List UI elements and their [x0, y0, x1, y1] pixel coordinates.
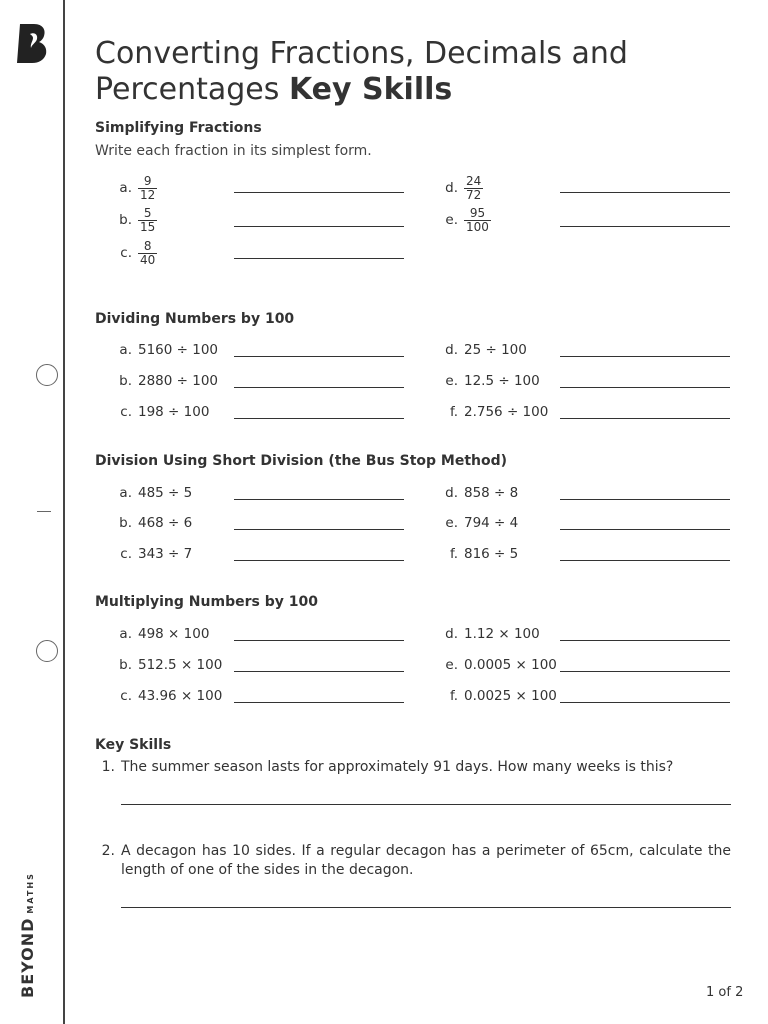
- answer-line-simplify-e[interactable]: [560, 226, 730, 227]
- page-number: 1 of 2: [706, 985, 744, 1000]
- item-label: a.: [119, 342, 132, 358]
- numerator: 9: [143, 173, 152, 188]
- item-expression: 43.96 × 100: [138, 688, 223, 704]
- item-label: b.: [119, 515, 132, 531]
- item-expression: 468 ÷ 6: [138, 515, 193, 531]
- answer-line-shortdiv-f[interactable]: [560, 560, 730, 561]
- item-expression: 485 ÷ 5: [138, 485, 193, 501]
- item-label: c.: [120, 688, 132, 704]
- answer-line-simplify-c[interactable]: [234, 258, 404, 259]
- item-label: f.: [449, 404, 458, 420]
- item-label: c.: [120, 404, 132, 420]
- item-expression: 2880 ÷ 100: [138, 373, 219, 389]
- answer-line-multiply-b[interactable]: [234, 671, 404, 672]
- item-label: b.: [119, 657, 132, 673]
- shortdiv-item-a: [112, 482, 192, 504]
- answer-line-simplify-a[interactable]: [234, 192, 404, 193]
- item-expression: 816 ÷ 5: [464, 546, 519, 562]
- brand-word-beyond: BEYOND: [18, 917, 37, 998]
- item-label: b.: [119, 212, 132, 228]
- answer-line-multiply-c[interactable]: [234, 702, 404, 703]
- question-number: 1.: [101, 759, 115, 775]
- answer-line-divide-c[interactable]: [234, 418, 404, 419]
- item-label: a.: [119, 626, 132, 642]
- item-label: c.: [120, 245, 132, 261]
- multiply-item-d: [438, 623, 540, 645]
- item-label: a.: [119, 180, 132, 196]
- answer-line-shortdiv-d[interactable]: [560, 499, 730, 500]
- item-expression: 0.0005 × 100: [464, 657, 557, 673]
- question-2: [95, 842, 731, 880]
- answer-line-multiply-e[interactable]: [560, 671, 730, 672]
- fraction: [138, 207, 157, 234]
- numerator: 95: [469, 205, 486, 220]
- fraction-item-b: [112, 207, 157, 233]
- item-label: e.: [445, 515, 458, 531]
- fraction: [138, 175, 157, 202]
- denominator: 100: [466, 219, 489, 234]
- divide-item-f: [438, 401, 548, 423]
- item-label: b.: [119, 373, 132, 389]
- fraction: [138, 240, 157, 267]
- answer-line-divide-e[interactable]: [560, 387, 730, 388]
- answer-line-question-1[interactable]: [121, 804, 731, 805]
- section-heading-simplifying: Simplifying Fractions: [95, 120, 262, 136]
- answer-line-simplify-d[interactable]: [560, 192, 730, 193]
- answer-line-divide-a[interactable]: [234, 356, 404, 357]
- item-expression: 25 ÷ 100: [464, 342, 527, 358]
- title-line-2: [95, 72, 628, 108]
- item-label: e.: [445, 373, 458, 389]
- question-1: [95, 758, 731, 777]
- multiply-item-c: [112, 685, 222, 707]
- answer-line-shortdiv-c[interactable]: [234, 560, 404, 561]
- multiply-item-f: [438, 685, 557, 707]
- item-expression: 1.12 × 100: [464, 626, 540, 642]
- answer-line-divide-d[interactable]: [560, 356, 730, 357]
- section-heading-dividing: Dividing Numbers by 100: [95, 311, 295, 327]
- brand-wordmark: [18, 872, 37, 998]
- item-label: d.: [445, 342, 458, 358]
- beyond-logo-icon: [16, 22, 50, 64]
- item-expression: 2.756 ÷ 100: [464, 404, 549, 420]
- title-line-2-bold: Key Skills: [288, 72, 453, 107]
- item-expression: 12.5 ÷ 100: [464, 373, 540, 389]
- section-heading-multiplying: Multiplying Numbers by 100: [95, 594, 318, 610]
- denominator: 12: [140, 187, 156, 202]
- shortdiv-item-f: [438, 543, 518, 565]
- multiply-item-a: [112, 623, 209, 645]
- item-expression: 5160 ÷ 100: [138, 342, 219, 358]
- divide-item-c: [112, 401, 209, 423]
- title-line-1: Converting Fractions, Decimals and: [95, 36, 628, 71]
- divide-item-a: [112, 339, 218, 361]
- item-label: d.: [445, 626, 458, 642]
- answer-line-shortdiv-e[interactable]: [560, 529, 730, 530]
- answer-line-divide-b[interactable]: [234, 387, 404, 388]
- fraction-item-d: [438, 175, 483, 201]
- answer-line-shortdiv-b[interactable]: [234, 529, 404, 530]
- item-expression: 794 ÷ 4: [464, 515, 519, 531]
- item-expression: 0.0025 × 100: [464, 688, 557, 704]
- instruction-simplifying: Write each fraction in its simplest form.: [95, 143, 372, 159]
- item-label: e.: [445, 212, 458, 228]
- item-label: f.: [449, 688, 458, 704]
- denominator: 15: [140, 219, 156, 234]
- shortdiv-item-e: [438, 512, 518, 534]
- section-heading-short-division: Division Using Short Division (the Bus Stop Method): [95, 453, 508, 469]
- item-label: e.: [445, 657, 458, 673]
- item-label: d.: [445, 485, 458, 501]
- answer-line-simplify-b[interactable]: [234, 226, 404, 227]
- multiply-item-e: [438, 654, 557, 676]
- shortdiv-item-d: [438, 482, 518, 504]
- item-expression: 858 ÷ 8: [464, 485, 519, 501]
- brand-word-maths: MATHS: [26, 872, 35, 914]
- multiply-item-b: [112, 654, 222, 676]
- answer-line-shortdiv-a[interactable]: [234, 499, 404, 500]
- item-label: f.: [449, 546, 458, 562]
- section-heading-key-skills: Key Skills: [95, 737, 172, 753]
- fraction: [464, 207, 491, 234]
- fraction: [464, 175, 483, 202]
- item-expression: 198 ÷ 100: [138, 404, 210, 420]
- margin-line: [63, 0, 65, 1024]
- answer-line-multiply-f[interactable]: [560, 702, 730, 703]
- divide-item-e: [438, 370, 540, 392]
- fraction-item-c: [112, 240, 157, 266]
- divide-item-b: [112, 370, 218, 392]
- numerator: 8: [143, 238, 152, 253]
- answer-line-divide-f[interactable]: [560, 418, 730, 419]
- item-expression: 512.5 × 100: [138, 657, 223, 673]
- title-line-2-normal: Percentages: [95, 72, 289, 107]
- numerator: 24: [466, 173, 482, 188]
- answer-line-multiply-d[interactable]: [560, 640, 730, 641]
- punch-hole-top: [36, 364, 58, 386]
- punch-hole-bottom: [36, 640, 58, 662]
- numerator: 5: [143, 205, 152, 220]
- item-label: c.: [120, 546, 132, 562]
- answer-line-question-2[interactable]: [121, 907, 731, 908]
- item-label: a.: [119, 485, 132, 501]
- denominator: 72: [466, 187, 482, 202]
- item-expression: 343 ÷ 7: [138, 546, 193, 562]
- fraction-item-e: [438, 207, 491, 233]
- question-text: A decagon has 10 sides. If a regular decagon has a perimeter of 65cm, calculate the length of one of the sides in the decagon.: [121, 843, 731, 878]
- question-text: The summer season lasts for approximately 91 days. How many weeks is this?: [121, 759, 674, 775]
- shortdiv-item-b: [112, 512, 192, 534]
- fold-mark: [37, 511, 51, 512]
- fraction-item-a: [112, 175, 157, 201]
- divide-item-d: [438, 339, 527, 361]
- denominator: 40: [140, 252, 156, 267]
- item-label: d.: [445, 180, 458, 196]
- question-number: 2.: [101, 843, 115, 859]
- item-expression: 498 × 100: [138, 626, 210, 642]
- answer-line-multiply-a[interactable]: [234, 640, 404, 641]
- page-title: [95, 36, 628, 108]
- shortdiv-item-c: [112, 543, 192, 565]
